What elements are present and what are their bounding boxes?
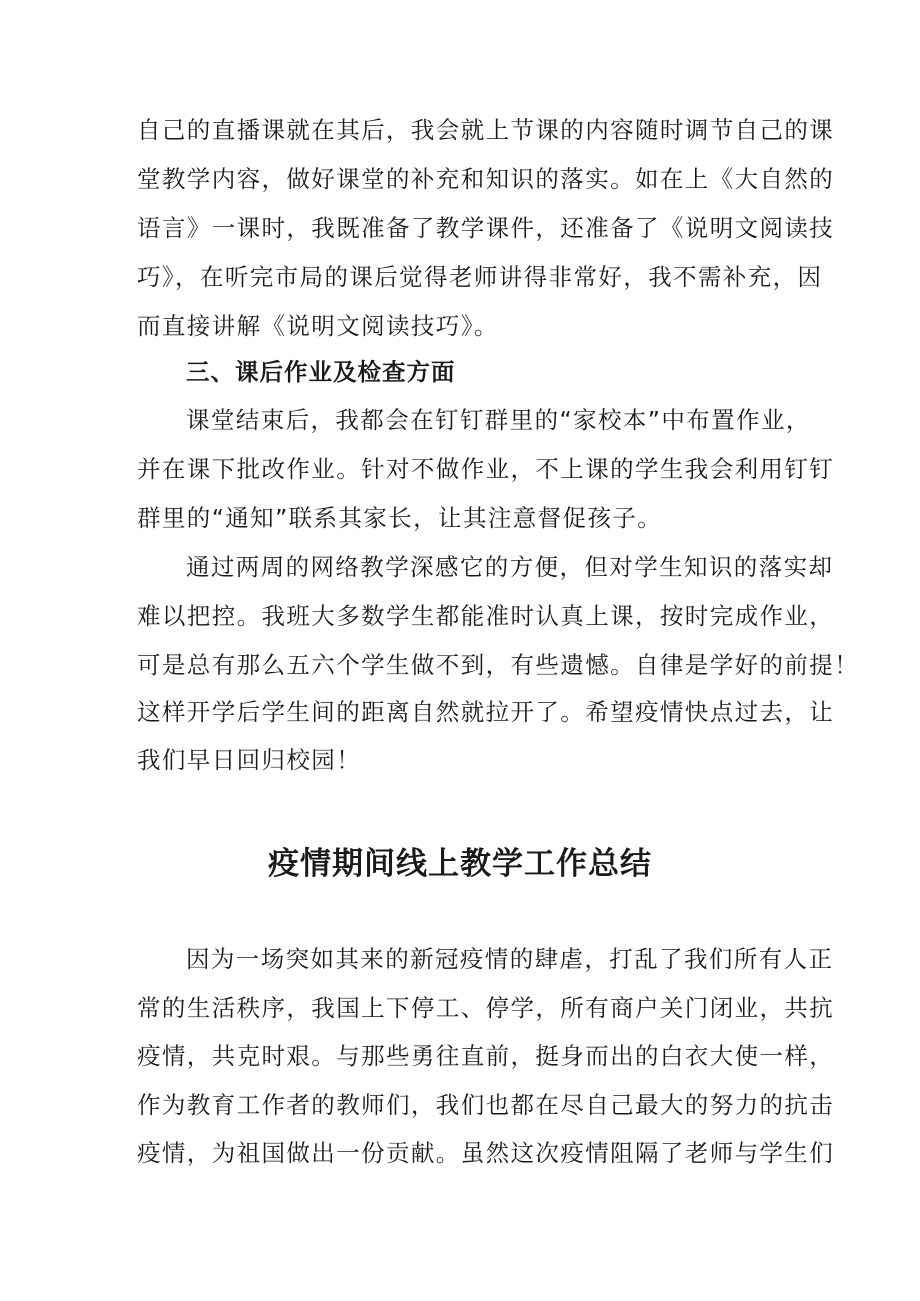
article-title: 疫情期间线上教学工作总结 [268,846,652,882]
paragraph-line: 我们早日回归校园！ [137,746,362,774]
section-heading: 三、课后作业及检查方面 [186,358,456,386]
paragraph-line: 自己的直播课就在其后，我会就上节课的内容随时调节自己的课 [137,116,835,144]
paragraph-line: 可是总有那么五六个学生做不到，有些遗憾。自律是学好的前提！ [137,651,860,679]
paragraph-line: 而直接讲解《说明文阅读技巧》。 [137,312,499,340]
paragraph-line: 作为教育工作者的教师们，我们也都在尽自己最大的努力的抗击 [137,1091,835,1119]
paragraph-line: 疫情，为祖国做出一份贡献。虽然这次疫情阻隔了老师与学生们 [137,1139,835,1167]
paragraph-line: 难以把控。我班大多数学生都能准时认真上课，按时完成作业， [137,602,835,630]
paragraph-line: 并在课下批改作业。针对不做作业，不上课的学生我会利用钉钉 [137,455,835,483]
paragraph-line: 巧》，在听完市局的课后觉得老师讲得非常好，我不需补充，因 [137,263,823,291]
paragraph-line: 常的生活秩序，我国上下停工、停学，所有商户关门闭业，共抗 [137,994,835,1022]
paragraph-line: 通过两周的网络教学深感它的方便，但对学生知识的落实却 [186,553,834,581]
paragraph-line: 疫情，共克时艰。与那些勇往直前，挺身而出的白衣大使一样， [137,1042,835,1070]
paragraph-line: 语言》一课时，我既准备了教学课件，还准备了《说明文阅读技 [137,214,835,242]
paragraph-line: 群里的“通知”联系其家长，让其注意督促孩子。 [137,504,663,532]
paragraph-line: 堂教学内容，做好课堂的补充和知识的落实。如在上《大自然的 [137,165,835,193]
paragraph-line: 课堂结束后，我都会在钉钉群里的“家校本”中布置作业， [186,406,811,434]
paragraph-line: 因为一场突如其来的新冠疫情的肆虐，打乱了我们所有人正 [186,945,834,973]
paragraph-line: 这样开学后学生间的距离自然就拉开了。希望疫情快点过去，让 [137,698,835,726]
